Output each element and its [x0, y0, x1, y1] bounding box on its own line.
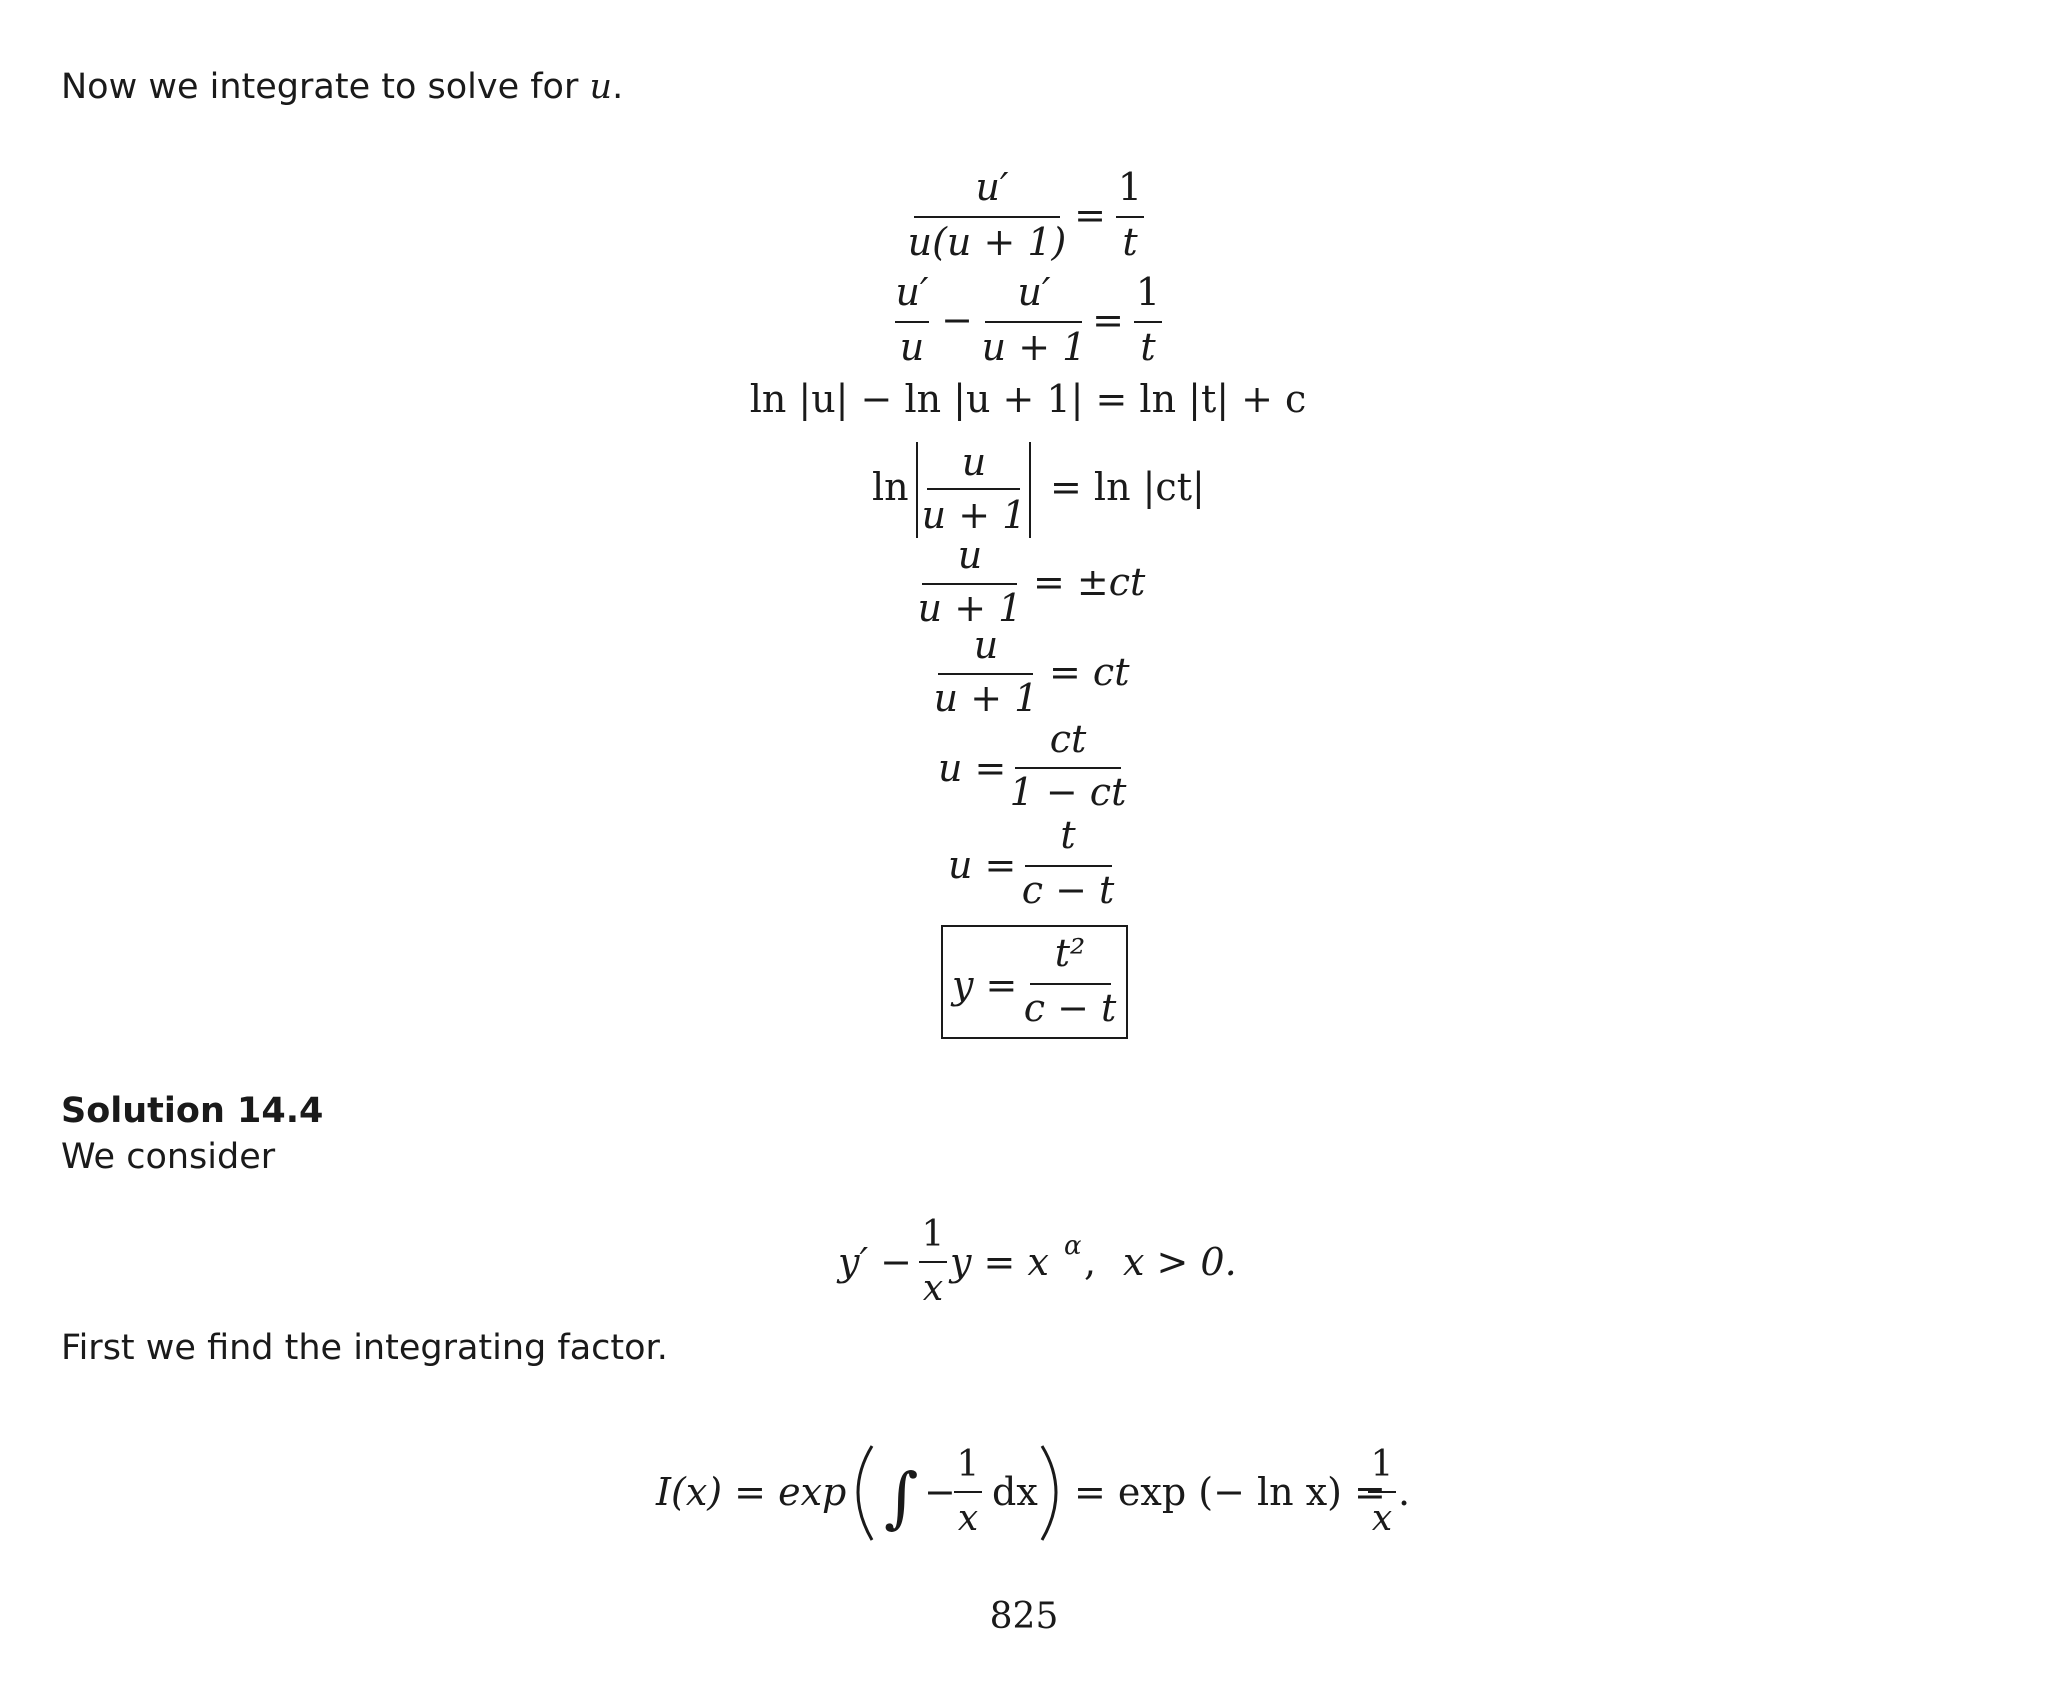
equation-2 — [895, 270, 1162, 369]
eq7-numerator: ct — [1049, 717, 1087, 761]
page-number: 825 — [989, 1596, 1059, 1637]
eq2-rhs-denominator: t — [1140, 325, 1156, 369]
eq6-denominator: u + 1 — [933, 676, 1039, 720]
if-rhs-denominator: x — [1371, 1498, 1393, 1539]
eq2-numerator-2: u′ — [1017, 270, 1051, 314]
eq4-rhs: = ln |ct| — [1050, 465, 1205, 509]
eq5-numerator: u — [957, 533, 983, 577]
svg-text:=: = — [1092, 298, 1124, 342]
right-paren — [1042, 1446, 1056, 1540]
eq7-denominator: 1 − ct — [1009, 770, 1127, 814]
ode-denominator: x — [922, 1268, 944, 1309]
eq1-numerator: u′ — [975, 165, 1009, 209]
if-denominator: x — [957, 1498, 979, 1539]
ode-exponent: α — [1064, 1231, 1082, 1261]
eq1-denominator: u(u + 1) — [907, 220, 1067, 264]
if-lhs: I(x) = exp — [656, 1470, 847, 1514]
eq8-denominator: c − t — [1021, 868, 1115, 912]
integral-sign-icon: ∫ — [884, 1459, 919, 1536]
eq4-ln: ln — [872, 465, 909, 509]
eq8-numerator: t — [1060, 813, 1076, 857]
if-end: . — [1398, 1470, 1411, 1514]
left-paren — [858, 1446, 872, 1540]
equation-5 — [918, 533, 1146, 630]
equation-3: ln |u| − ln |u + 1| = ln |t| + c — [749, 377, 1307, 421]
eq1-rhs-numerator: 1 — [1117, 165, 1143, 209]
eq2-numerator-1: u′ — [895, 270, 929, 314]
solution-intro: We consider — [61, 1137, 276, 1177]
ode-condition: x > 0. — [1123, 1240, 1237, 1284]
eq8-lhs: u = — [948, 843, 1017, 887]
ode-comma: , — [1084, 1240, 1097, 1284]
eq9-lhs: y = — [952, 963, 1018, 1007]
ode-middle: y = x — [950, 1240, 1049, 1284]
integrating-factor-text: First we find the integrating factor. — [61, 1328, 668, 1368]
eq2-denominator-1: u — [899, 325, 925, 369]
intro-period: . — [612, 67, 624, 107]
integrating-factor-equation — [655, 1444, 1410, 1540]
eq2-minus: − — [941, 298, 973, 342]
intro-variable: u — [589, 67, 613, 107]
eq2-denominator-2: u + 1 — [981, 325, 1087, 369]
if-numerator: 1 — [956, 1444, 980, 1485]
intro-text: Now we integrate to solve for — [61, 67, 579, 107]
eq6-numerator: u — [973, 623, 999, 667]
if-rhs-numerator: 1 — [1370, 1444, 1394, 1485]
equation-1 — [908, 165, 1144, 264]
solution-heading: Solution 14.4 — [61, 1091, 324, 1131]
eq5-rhs: = ±ct — [1033, 560, 1146, 604]
eq7-lhs: u = — [938, 746, 1007, 790]
eq6-rhs: = ct — [1049, 650, 1130, 694]
eq1-rhs-denominator: t — [1122, 220, 1138, 264]
if-dx: dx — [992, 1470, 1038, 1514]
eq4-denominator: u + 1 — [921, 493, 1027, 537]
if-minus: − — [924, 1470, 956, 1514]
eq9-numerator: t² — [1054, 931, 1086, 975]
eq5-denominator: u + 1 — [917, 586, 1023, 630]
equation-4 — [872, 440, 1205, 538]
equation-8 — [948, 813, 1115, 912]
svg-text:=: = — [1074, 193, 1106, 237]
eq4-numerator: u — [961, 440, 987, 484]
eq9-denominator: c − t — [1023, 986, 1117, 1030]
eq2-rhs-numerator: 1 — [1135, 270, 1161, 314]
equation-6 — [934, 623, 1131, 720]
boxed-final-answer — [942, 926, 1127, 1038]
if-middle: = exp (− ln x) = — [1074, 1470, 1386, 1514]
ode-lhs: y′ − — [838, 1240, 913, 1284]
ode-numerator: 1 — [921, 1214, 945, 1255]
equation-7 — [938, 717, 1127, 814]
ode-equation — [836, 1214, 1237, 1309]
